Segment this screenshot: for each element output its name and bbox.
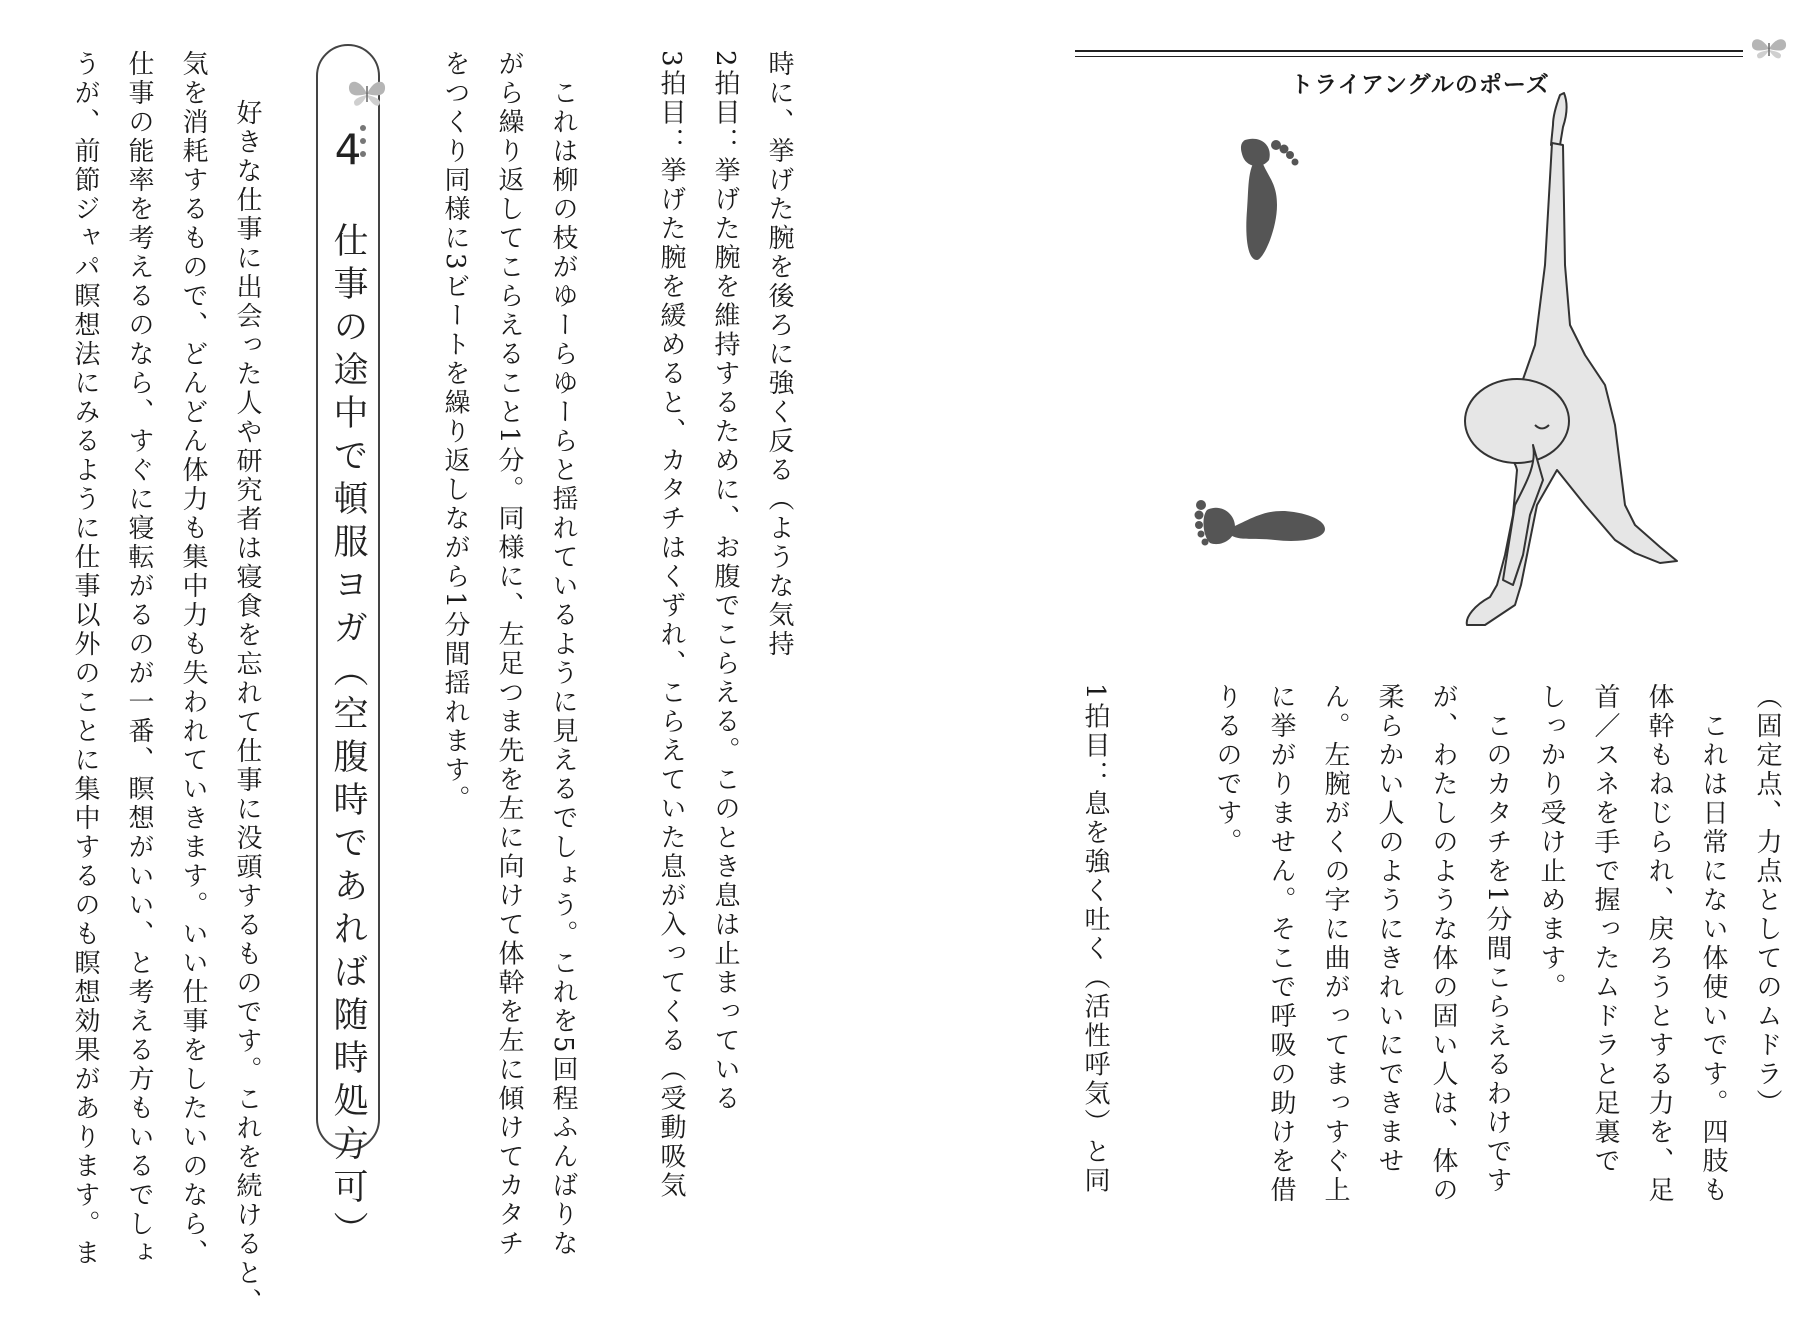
text-column: がら繰り返してこらえること1分。同様に、左足つま先を左に向けて体幹を左に傾けてカタチ: [494, 50, 524, 1259]
footprint-icon: [1195, 500, 1326, 546]
text-column: 気を消耗するもので、どんどん体力も集中力も失われていきます。いい仕事をしたいのなら、: [178, 50, 208, 1268]
text-column: 時に、挙げた腕を後ろに強く反る（ような気持: [764, 50, 794, 659]
figure-title: トライアングルのポーズ: [1290, 72, 1550, 98]
text-column: をつくり同様に3ビートを繰り返しながら1分間揺れます。: [440, 50, 470, 815]
section-number: 4: [334, 125, 362, 174]
text-column: このカタチを1分間こらえるわけです: [1482, 683, 1512, 1196]
section-title: 仕事の途中で頓服ヨガ（空腹時であれば随時処方可）: [328, 222, 368, 1254]
text-column: 体幹もねじられ、戻ろうとする力を、足: [1644, 683, 1674, 1205]
text-column: （固定点、力点としてのムドラ）: [1752, 683, 1782, 1118]
butterfly-icon: [1748, 34, 1790, 64]
triangle-pose-illustration: [1165, 85, 1745, 645]
text-column: 3拍目：挙げた腕を緩めると、カタチはくずれ、こらえていた息が入ってくる（受動吸気: [656, 50, 686, 1201]
butterfly-icon: [346, 74, 388, 114]
text-column: これは日常にない体使いです。四肢も: [1698, 683, 1728, 1205]
text-column: うが、前節ジャパ瞑想法にみるように仕事以外のことに集中するのも瞑想効果があります。ま: [70, 50, 100, 1268]
footprint-icon: [1241, 139, 1299, 260]
header-rule-thick: [1075, 50, 1743, 52]
text-column: 仕事の能率を考えるのなら、すぐに寝転がるのが一番、瞑想がいい、と考える方もいるでしょ: [124, 50, 154, 1268]
text-column: 2拍目：挙げた腕を維持するために、お腹でこらえる。このとき息は止まっている: [710, 50, 740, 1114]
header-rule-thin: [1075, 56, 1743, 57]
text-column: 好きな仕事に出会った人や研究者は寝食を忘れて仕事に没頭するものです。これを続けると、: [232, 70, 262, 1317]
text-column: が、わたしのような体の固い人は、体の: [1428, 683, 1458, 1205]
text-column: 1拍目：息を強く吐く（活性呼気）と同: [1080, 683, 1110, 1196]
text-column: これは柳の枝がゆーらゆーらと揺れているように見えるでしょう。これを5回程ふんばりな: [548, 50, 578, 1259]
text-column: に挙がりません。そこで呼吸の助けを借: [1266, 683, 1296, 1205]
text-column: しっかり受け止めます。: [1536, 683, 1566, 1002]
triangle-pose-figure: [1465, 93, 1677, 625]
text-column: りるのです。: [1212, 683, 1242, 857]
text-column: 首／スネを手で握ったムドラと足裏で: [1590, 683, 1620, 1176]
text-column: 柔らかい人のようにきれいにできませ: [1374, 683, 1404, 1176]
text-column: ん。左腕がくの字に曲がってまっすぐ上: [1320, 683, 1350, 1205]
